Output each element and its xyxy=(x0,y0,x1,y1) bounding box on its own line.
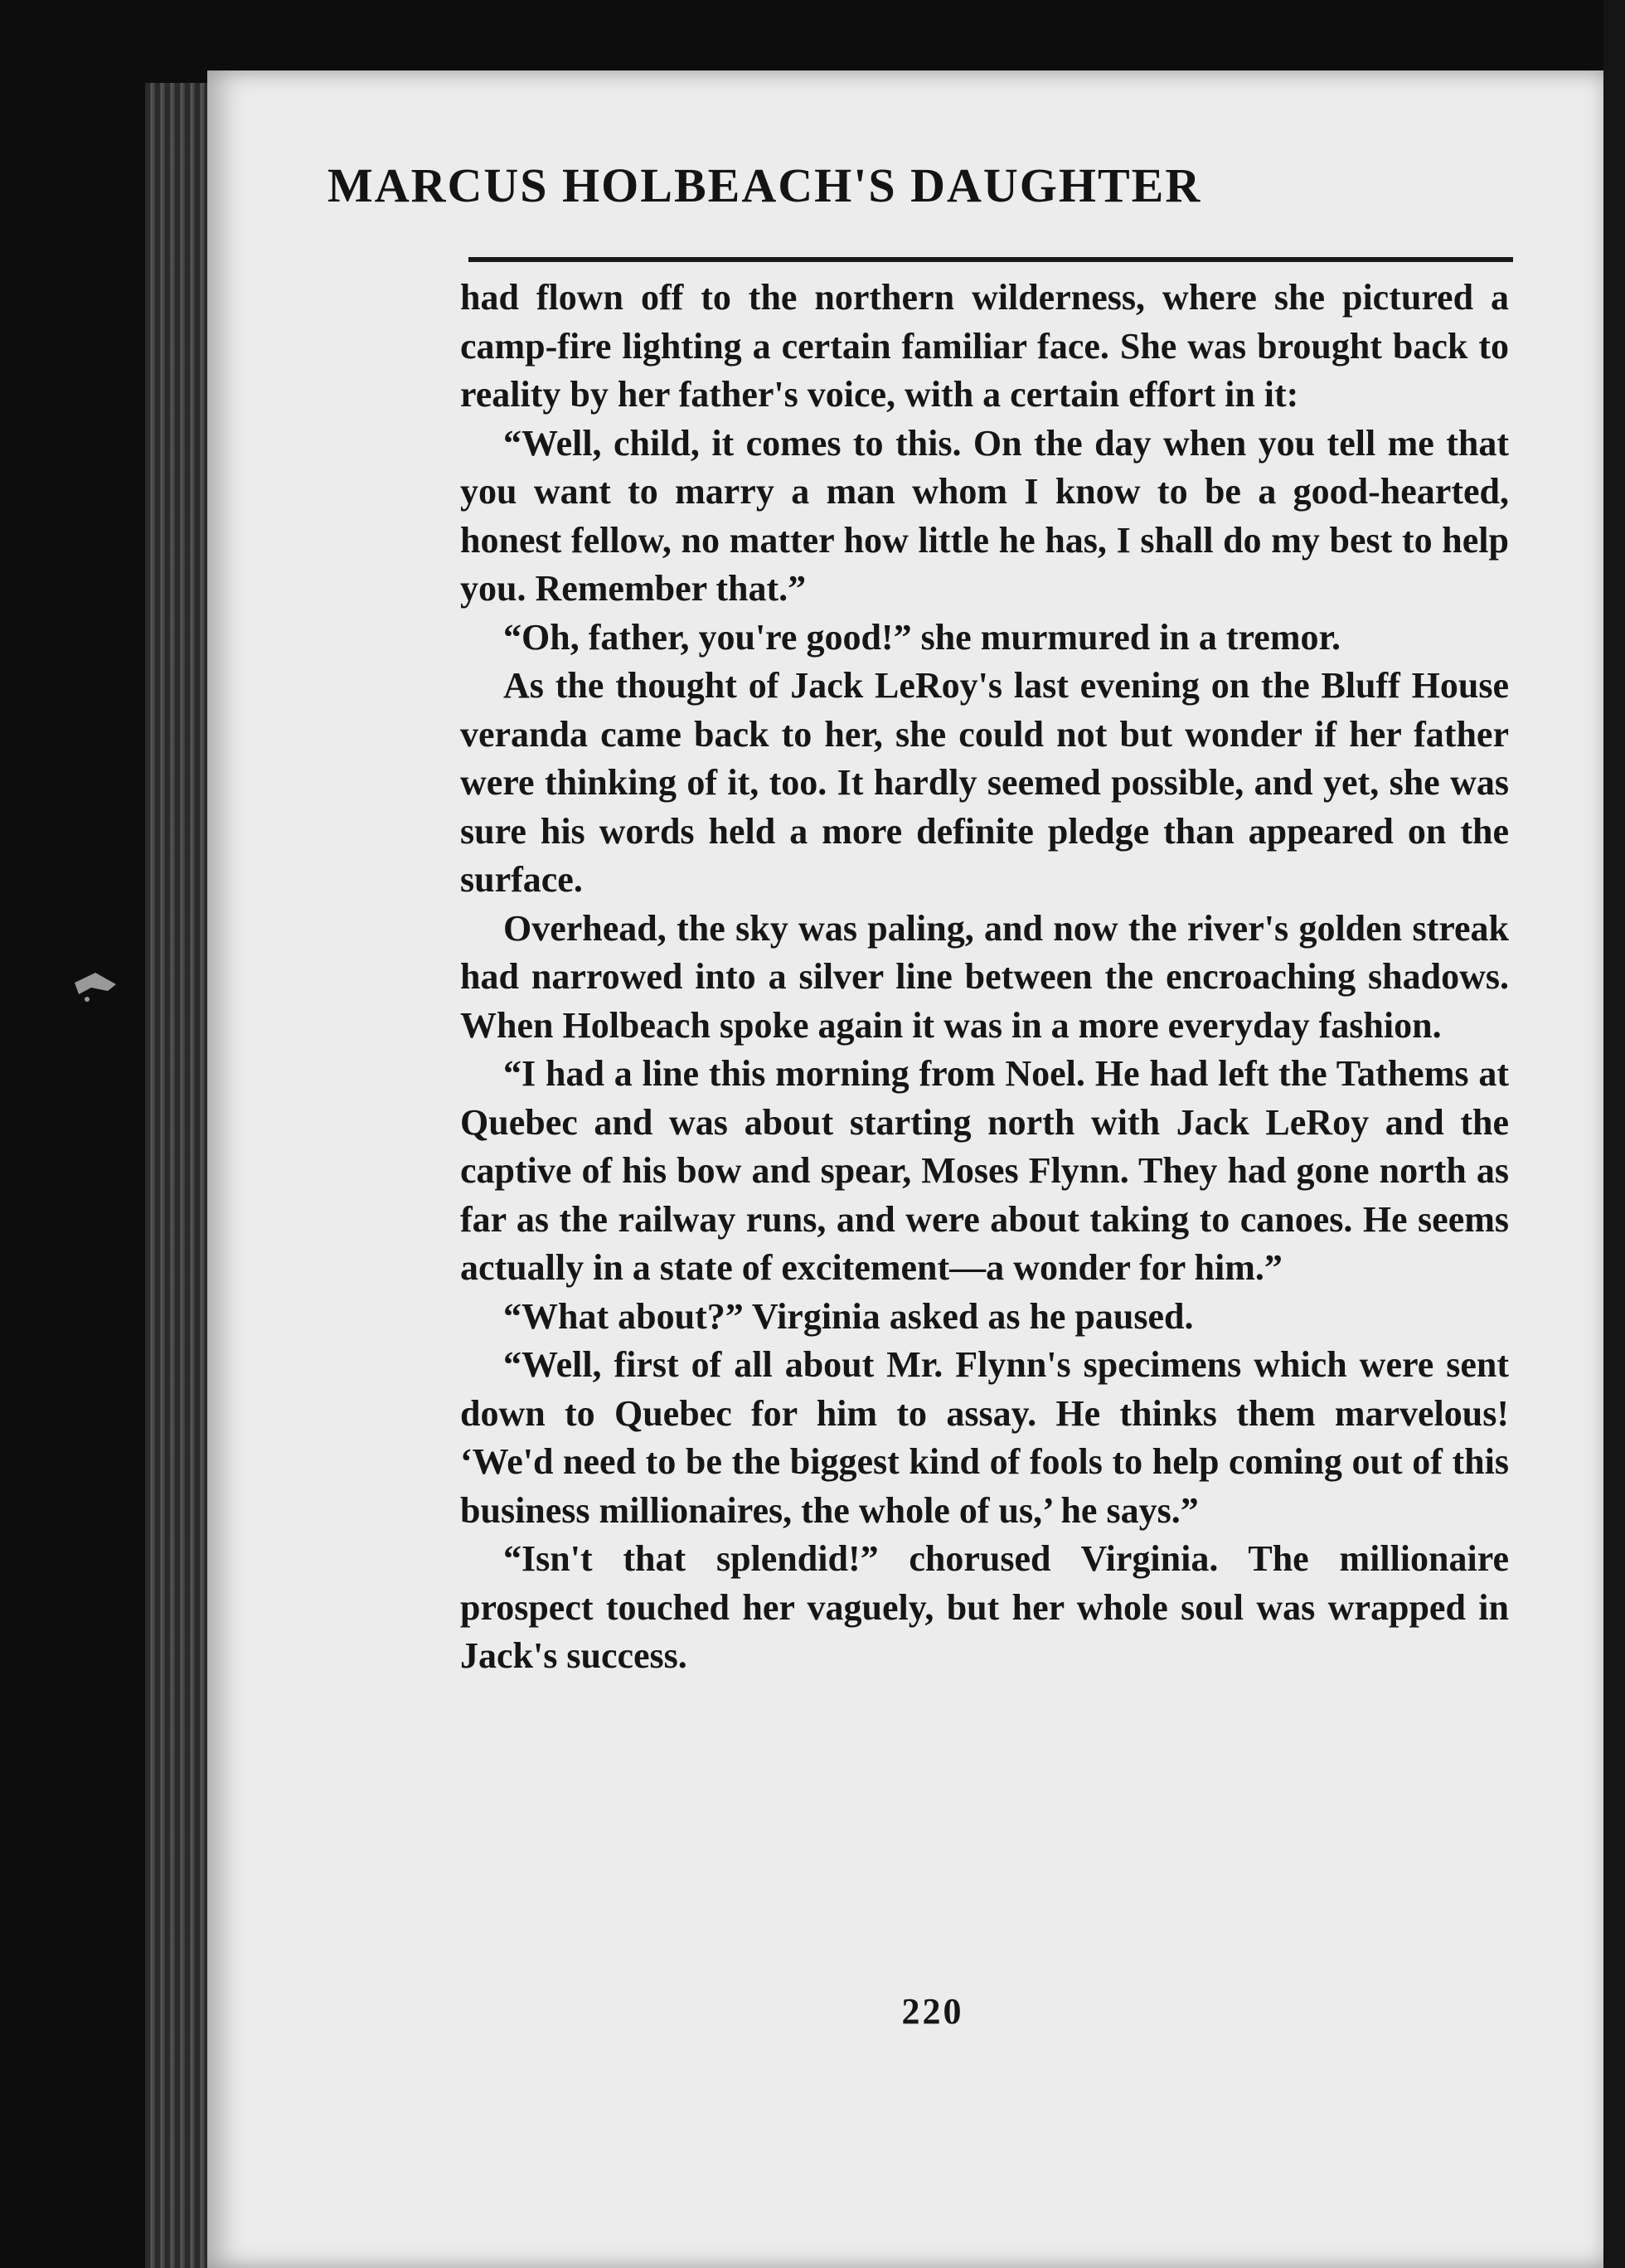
paragraph: “Isn't that splendid!” chorused Virginia. The millionaire prospect touched her vaguely, but her whole soul was wrapped in Jack's success. xyxy=(460,1538,1509,1676)
paragraph: “Well, child, it comes to this. On the day when you tell me that you want to marry a man whom I know to be a good-hearted, honest fellow, no matter how little he has, I shall do my best to help you. Remember that.” xyxy=(460,422,1509,609)
paragraph: “I had a line this morning from Noel. He had left the Tathems at Quebec and was about starting north with Jack LeRoy and the captive of his bow and spear, Moses Flynn. They had gone north as far as the railway runs, and were about taking to canoes. He seems actually in a state of excitement—a wonder for him.” xyxy=(460,1053,1509,1288)
running-title: MARCUS HOLBEACH'S DAUGHTER xyxy=(327,158,1202,212)
paragraph: “Well, first of all about Mr. Flynn's specimens which were sent down to Quebec for him to assay. He thinks them marvelous! ‘We'd need to be the biggest kind of fools to help coming out of this business millionaires, the whole of us,’ he says.” xyxy=(460,1344,1509,1531)
paragraph: “Oh, father, you're good!” she murmured in a tremor. xyxy=(503,616,1341,658)
paragraph: Overhead, the sky was paling, and now the river's golden streak had narrowed into a silver line between the encroaching shadows. When Holbeach spoke again it was in a more everyday fashion. xyxy=(460,907,1509,1046)
paragraph: As the thought of Jack LeRoy's last evening on the Bluff House veranda came back to her, she could not but wonder if her father were thinking of it, too. It hardly seemed possible, and yet, she was sure his words held a more definite pledge than appeared on the surface. xyxy=(460,665,1509,900)
right-page-edge xyxy=(1603,0,1625,2268)
paragraph: “What about?” Virginia asked as he paused. xyxy=(503,1295,1194,1337)
header-rule xyxy=(468,257,1513,262)
body-text xyxy=(460,274,1509,1681)
scan-smudge-mark xyxy=(70,966,129,1008)
paragraph: had flown off to the northern wilderness, where she pictured a camp-fire lighting a certain familiar face. She was brought back to reality by her father's voice, with a certain effort in it: xyxy=(460,277,1509,415)
page-number: 220 xyxy=(901,1991,964,2032)
